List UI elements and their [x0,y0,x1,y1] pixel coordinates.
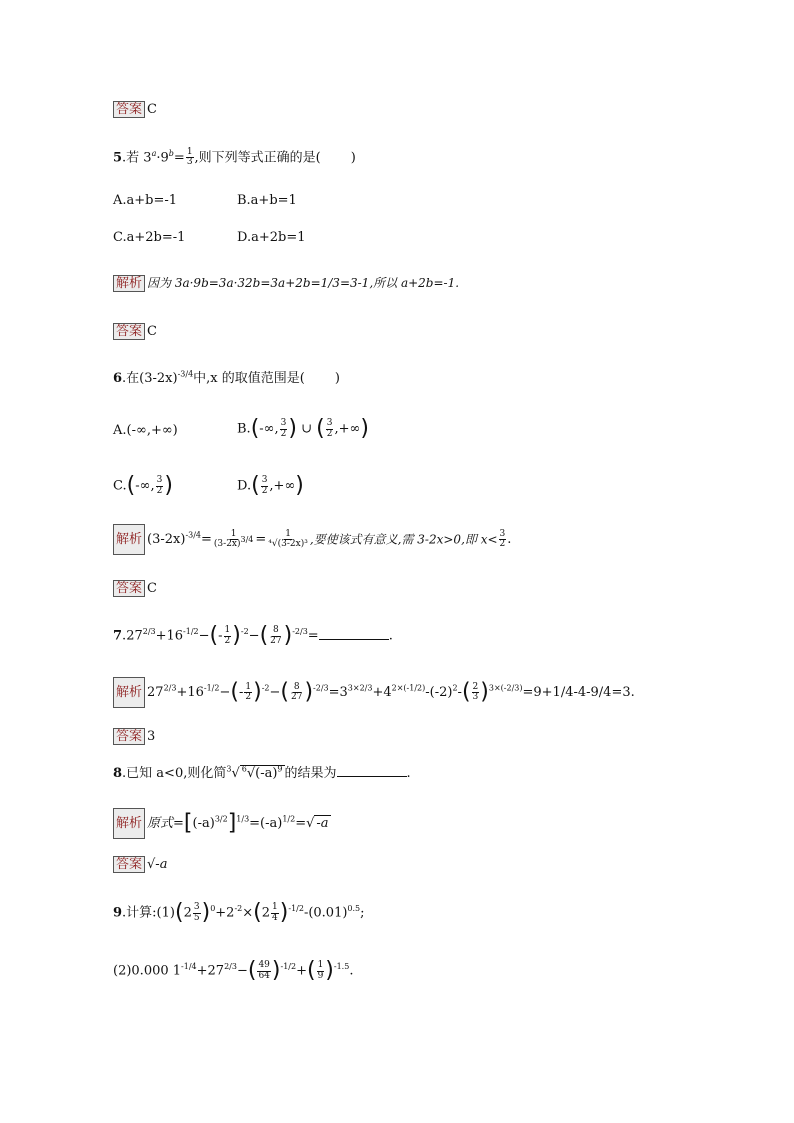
q9-stem-pre: .计算:(1) [122,905,175,921]
q9-number: 9 [113,905,123,921]
q7-blank [319,629,389,640]
q7-answer-row [113,728,155,745]
q5-paren-close: ) [350,150,356,166]
q5-analysis-text: 因为 3a·9b=3a·32b=3a+2b=1/3=3-1,所以 a+2b=-1. [147,276,460,290]
q5-number: 5 [113,150,123,166]
q5-option-a: A.a+b=-1 [113,193,178,208]
q9-part2-pre: (2)0.000 1 [113,963,182,979]
q8-blank [337,766,407,777]
q4-answer-value: C [147,102,157,117]
q6-answer-value: C [147,581,157,596]
analysis-tag: 解析 [113,677,145,708]
q6-option-b-label: B. [237,421,251,437]
q8-answer-row [113,856,167,873]
q4-answer-row [113,101,157,118]
q6-option-d-label: D. [237,478,252,494]
q8-analysis-row: 解析 原式$=[(-a)^{3/2}]^{1/3}=(-a)^{1/2}=√$ -a [113,808,331,839]
q8-stem-post: 的结果为 [284,766,337,781]
q9-part2: (2)0.000 $1^{-1/4}+27^{2/3}-$( $\frac{49}{64}$ )$^{-1/2}$+( $\frac{1}{9}$ )$^{-1.5}$. [113,958,354,983]
q6-stem: 6.在$(3-2x)^{-3/4}$中,x 的取值范围是( ) [113,369,340,386]
q8-number: 8 [113,766,123,781]
answer-tag: 答案 [113,856,145,873]
q6-option-c-label: C. [113,478,127,494]
answer-tag: 答案 [113,728,145,745]
q8-stem-pre: .已知 a<0,则化简 [122,766,227,781]
q5-option-c: C.a+2b=-1 [113,230,186,245]
q6-analysis-row: 解析 $(3-2x)^{-3/4}=$ $\frac{1}{(3-2x)^{3/4}}$ = $\frac{1}{\text{⁴√(3-2x)³}}$ ,要使该式有意义,需 3-2x>0,即 x< $\frac{3}{2}$ . [113,524,511,555]
q6-option-c: C.(-∞, $\frac{3}{2}$ ) [113,473,173,498]
q8-answer-value: √-a [147,857,168,872]
q5-frac: $\frac{1}{3}$ [186,147,193,168]
q5-option-d: D.a+2b=1 [237,230,306,245]
q8-analysis-pre: 原式= [147,816,184,831]
q6-stem-pre: .在(3-2x) [122,371,178,386]
q9-part1: 9.计算:(1)(2 $\frac{3}{5}$ )$^0+2^{-2}\times(2$ $\frac{1}{4}$ )$^{-1/2}-(0.01)^{0.5}$; [113,900,365,925]
analysis-tag: 解析 [113,808,145,839]
answer-tag: 答案 [113,580,145,597]
answer-tag: 答案 [113,101,145,118]
q6-stem-post: 中,x 的取值范围是( [193,371,305,386]
q5-stem: 5.若 $3^a\cdot 9^b=$ $\frac{1}{3}$ ,则下列等式正确的是( ) [113,147,356,168]
q6-number: 6 [113,371,123,386]
q7-number: 7 [113,628,123,644]
q7-answer-value: 3 [147,729,156,744]
q6-option-a: A.(-∞,+∞) [113,423,178,438]
q5-stem-pre: .若 3 [122,150,152,166]
q5-stem-post: ,则下列等式正确的是( [194,150,321,166]
analysis-tag: 解析 [113,275,145,292]
q5-option-b: B.a+b=1 [237,193,297,208]
q5-answer-value: C [147,324,157,339]
q7-analysis-result: =9+1/4-4-9/4=3. [522,685,635,700]
q7-stem-base: 27 [126,628,143,644]
answer-tag: 答案 [113,323,145,340]
q6-option-b: B.(-∞, $\frac{3}{2}$ ) ∪ ( $\frac{3}{2}$ ,+∞) [237,416,369,441]
q6-option-d: D.( $\frac{3}{2}$ ,+∞) [237,473,304,498]
q7-stem: $7.27^{2/3}+16^{-1/2}-(-$ $\frac{1}{2}$ )$^{-2}$−( $\frac{8}{27}$ )$^{-2/3}$= . [113,623,393,648]
q5-analysis-row [113,275,459,292]
q7-analysis-row: 解析 $27^{2/3}+16^{-1/2}-(-$ $\frac{1}{2}$ )$^{-2}$−( $\frac{8}{27}$ )$^{-2/3}=3^{3\times 2/3}+4^{2\times(-1/2)}-(-2)^2-$( $\frac{2}{3}$ )$^{3\times(-2/3)}$=9+1/4-4-9/4=3. [113,677,635,708]
q6-analysis-tail: ,要使该式有意义,需 3-2x>0,即 x< [309,532,498,547]
q6-paren-close: ) [334,371,340,386]
q6-answer-row [113,580,157,597]
q5-answer-row [113,323,157,340]
analysis-tag: 解析 [113,524,145,555]
q8-stem: 8.已知 a<0,则化简$^3$√ $^6√(-a)^9$ 的结果为 . [113,764,411,781]
